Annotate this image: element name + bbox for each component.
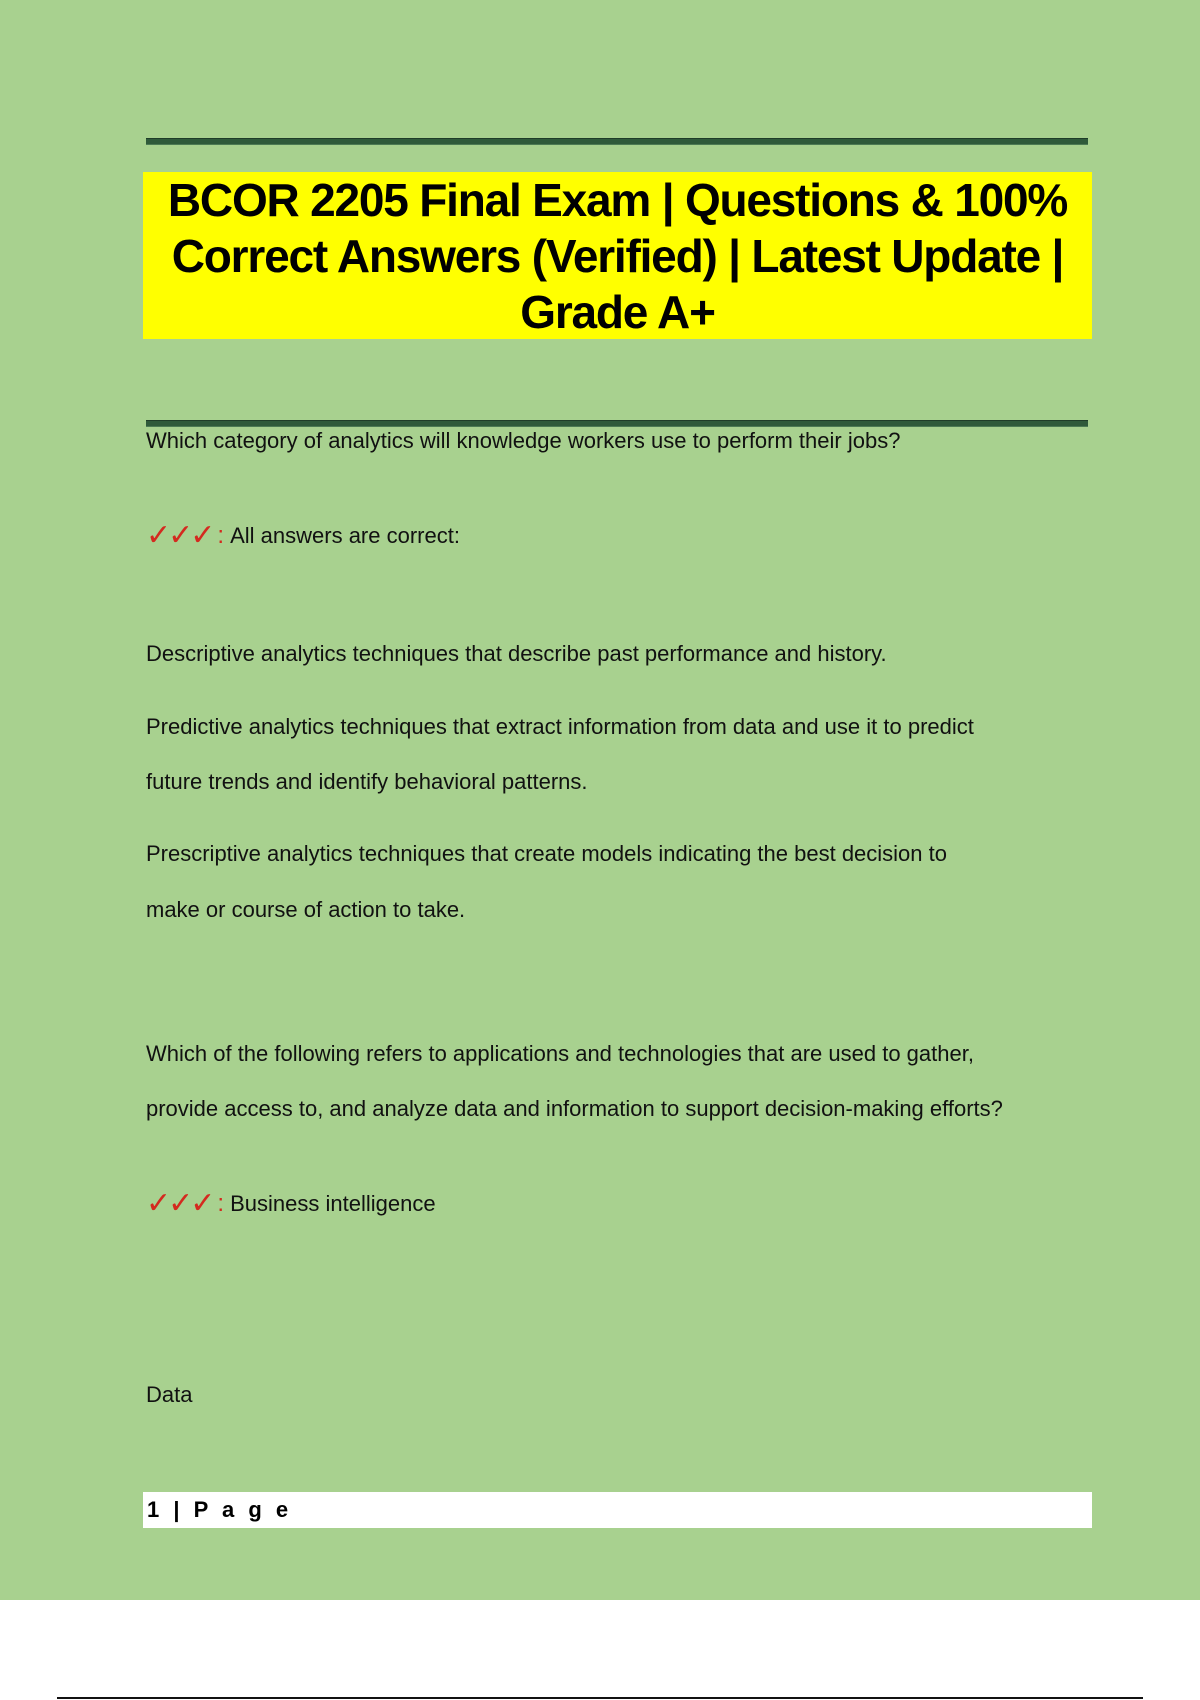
page-title: BCOR 2205 Final Exam | Questions & 100% Correct Answers (Verified) | Latest Update | Grade A+ xyxy=(167,173,1068,338)
page-separator xyxy=(57,1697,1143,1699)
question-2-text: Which of the following refers to applications and technologies that are used to gather, xyxy=(146,1041,974,1066)
answer-1-detail: future trends and identify behavioral patterns. xyxy=(146,769,588,794)
answer-2 xyxy=(146,1186,436,1221)
answer-colon: : xyxy=(217,522,225,549)
title-divider xyxy=(146,420,1088,427)
answer-colon: : xyxy=(217,1190,225,1217)
answer-2-text: Business intelligence xyxy=(230,1191,436,1216)
answer-1-detail: make or course of action to take. xyxy=(146,897,466,922)
next-question-text: Data xyxy=(146,1382,193,1407)
answer-1 xyxy=(146,518,460,553)
title-highlight xyxy=(143,172,1092,339)
answer-1-detail: Predictive analytics techniques that extract information from data and use it to predict xyxy=(146,714,974,739)
page-number: 1 | P a g e xyxy=(147,1497,293,1522)
question-1-text: Which category of analytics will knowledge workers use to perform their jobs? xyxy=(146,428,901,453)
question-2-text: provide access to, and analyze data and information to support decision-making efforts? xyxy=(146,1096,1003,1121)
checkmarks-icon: ✓✓✓ xyxy=(146,518,213,553)
answer-1-detail: Descriptive analytics techniques that describe past performance and history. xyxy=(146,641,887,666)
checkmarks-icon: ✓✓✓ xyxy=(146,1186,213,1221)
page-footer xyxy=(143,1492,1092,1528)
answer-1-text: All answers are correct: xyxy=(230,523,460,548)
answer-1-detail: Prescriptive analytics techniques that create models indicating the best decision to xyxy=(146,841,947,866)
top-divider xyxy=(146,138,1088,145)
